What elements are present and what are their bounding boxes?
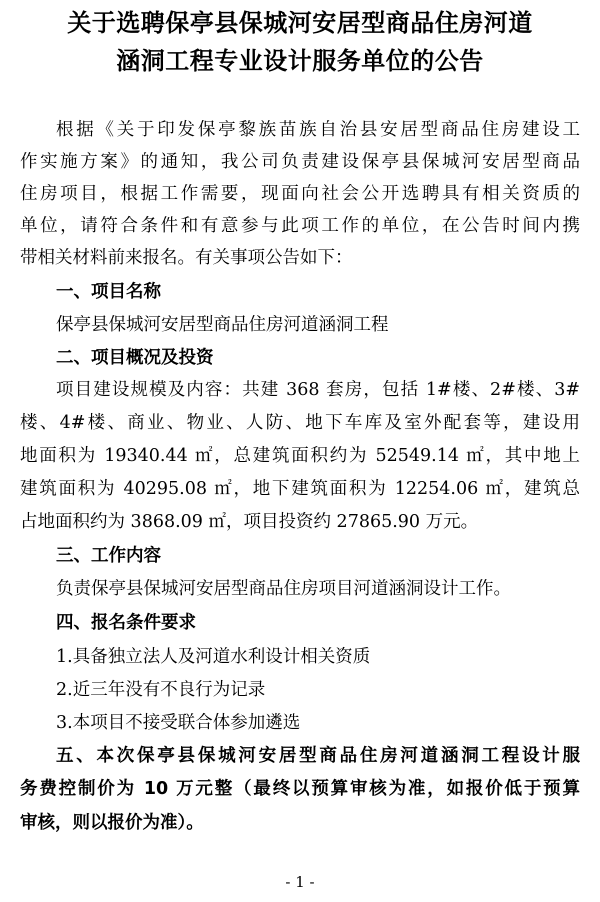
section2-heading: 二、项目概况及投资	[56, 348, 214, 368]
section2-line-2: 楼、4#楼、商业、物业、人防、地下车库及室外配套等，建设用	[20, 413, 580, 433]
section1-line-1: 保亭县保城河安居型商品住房河道涵洞工程	[56, 315, 389, 335]
section3-line-1: 负责保亭县保城河安居型商品住房项目河道涵洞设计工作。	[56, 579, 511, 599]
section4-heading: 四、报名条件要求	[56, 613, 196, 633]
section5-line-1: 五、本次保亭县保城河安居型商品住房河道涵洞工程设计服	[56, 746, 580, 766]
title-line-1: 关于选聘保亭县保城河安居型商品住房河道	[67, 9, 533, 37]
intro-line-1: 根据《关于印发保亭黎族苗族自治县安居型商品住房建设工	[56, 120, 580, 140]
page-number: - 1 -	[285, 873, 315, 891]
section5-line-2: 务费控制价为 10 万元整（最终以预算审核为准，如报价低于预算	[20, 779, 580, 799]
intro-line-5: 带相关材料前来报名。有关事项公告如下：	[20, 248, 353, 268]
section3-heading: 三、工作内容	[56, 546, 161, 566]
section2-line-3: 地面积为 19340.44 ㎡，总建筑面积约为 52549.14 ㎡，其中地上	[20, 446, 580, 466]
section4-item-1: 1.具备独立法人及河道水利设计相关资质	[56, 647, 371, 667]
intro-line-4: 单位，请符合条件和有意参与此项工作的单位，在公告时间内携	[20, 216, 580, 236]
document-title	[0, 4, 600, 80]
section2-line-5: 占地面积约为 3868.09 ㎡，项目投资约 27865.90 万元。	[20, 512, 479, 532]
section2-line-1: 项目建设规模及内容：共建 368 套房，包括 1#楼、2#楼、3#	[56, 380, 580, 400]
section4-item-3: 3.本项目不接受联合体参加遴选	[56, 713, 301, 733]
intro-line-3: 住房项目，根据工作需要，现面向社会公开选聘具有相关资质的	[20, 184, 580, 204]
section2-line-4: 建筑面积为 40295.08 ㎡，地下建筑面积为 12254.06 ㎡，建筑总	[20, 479, 580, 499]
section1-heading: 一、项目名称	[56, 282, 161, 302]
intro-line-2: 作实施方案》的通知，我公司负责建设保亭县保城河安居型商品	[20, 152, 580, 172]
section4-item-2: 2.近三年没有不良行为记录	[56, 680, 266, 700]
title-line-2: 涵洞工程专业设计服务单位的公告	[116, 47, 484, 75]
section5-line-3: 审核，则以报价为准）。	[20, 813, 204, 833]
